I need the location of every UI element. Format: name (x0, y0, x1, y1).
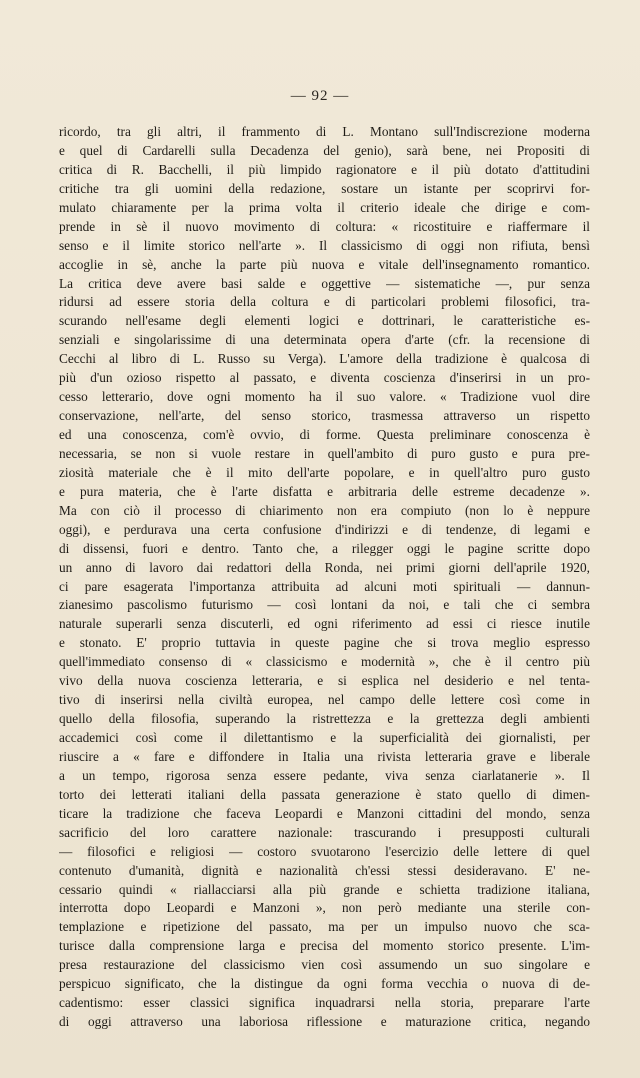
page-number: — 92 — (290, 88, 350, 104)
text-line: scurando nell'esame degli elementi logici e dottrinari, le caratteristiche es- (59, 313, 590, 329)
text-line: ci pare esagerata l'importanza attribuita ad alcuni moti spirituali — dannun- (59, 578, 590, 594)
text-line: mulato chiaramente per la prima volta il criterio ideale che dirige e com- (59, 199, 590, 215)
text-line: cesso letterario, dove ogni momento ha il suo valore. « Tradizione vuol dire (59, 389, 590, 405)
text-line: templazione e ripetizione del passato, ma per un impulso nuovo che sca- (59, 919, 590, 935)
text-line: torto dei letterati italiani della passata generazione è stato quello di dimen- (59, 786, 590, 802)
text-line: contenuto d'umanità, dignità e nazionalità ch'essi stessi desideravano. E' ne- (59, 862, 590, 878)
text-line: critiche tra gli uomini della redazione, sostare un istante per scoprirvi for- (59, 180, 590, 196)
text-line: riuscire a « fare e diffondere in Italia una rivista letteraria grave e liberale (59, 748, 590, 764)
text-line: prende in sè il nuovo movimento di coltura: « ricostituire e riaffermare il (59, 218, 590, 234)
text-line: cadentismo: esser classici significa inquadrarsi nella storia, preparare l'arte (59, 995, 590, 1011)
text-line: necessaria, se non si vuole restare in quell'ambito di puro gusto e pura pre- (59, 445, 590, 461)
text-line: Cecchi al libro di L. Russo su Verga). L'amore della tradizione è qualcosa di (59, 351, 590, 367)
text-line: e pura materia, che è l'arte disfatta e arbitraria delle estreme decadenze ». (59, 483, 590, 499)
text-line: di oggi attraverso una laboriosa riflessione e maturazione critica, negando (59, 1014, 590, 1030)
text-line: quello della filosofia, superando la ristrettezza e la grettezza degli ambienti (59, 711, 590, 727)
text-line: sacrificio del loro carattere nazionale: trascurando i presupposti culturali (59, 824, 590, 840)
text-line: e quel di Cardarelli sulla Decadenza del genio), sarà bene, nei Propositi di (59, 142, 590, 158)
text-line: presa restaurazione del classicismo vien così assumendo un suo singolare e (59, 957, 590, 973)
text-line: ed una conoscenza, com'è ovvio, di forme. Questa preliminare conoscenza è (59, 427, 590, 442)
text-line: senso e il limite storico nell'arte ». Il classicismo di oggi non rifiuta, bensì (59, 237, 590, 253)
text-line: a un tempo, rigorosa senza essere pedante, viva senza ciarlatanerie ». Il (59, 767, 590, 783)
text-line: ticare la tradizione che faceva Leopardi e Manzoni cittadini del mondo, senza (59, 805, 590, 821)
text-line: ridursi ad essere storia della coltura e di particolari problemi filosofici, tra- (59, 294, 590, 310)
text-line: perspicuo significato, che la distingue da ogni forma vecchia o nuova di de- (59, 976, 590, 992)
text-line: — filosofici e religiosi — costoro svuotarono l'esercizio delle lettere di quel (59, 843, 590, 859)
text-line: conservazione, nell'arte, del senso storico, trasmessa attraverso un rispetto (59, 408, 590, 424)
text-line: cessario quindi « riallacciarsi alla più grande e schietta tradizione italiana, (59, 881, 590, 897)
body-text (59, 123, 590, 1032)
text-line: accoglie in sè, anche la parte più nuova e vitale dell'insegnamento romantico. (59, 256, 590, 272)
text-line: zianesimo pascolismo futurismo — così lontani da noi, e tali che ci sembra (59, 597, 590, 613)
text-line: interrotta dopo Leopardi e Manzoni », non però mediante una sterile con- (59, 900, 590, 916)
text-line: tivo di inserirsi nella civiltà europea, nel campo delle lettere così come in (59, 692, 590, 708)
text-line: La critica deve avere basi salde e oggettive — sistematiche —, pur senza (59, 275, 590, 291)
text-line: critica di R. Bacchelli, il più limpido ragionatore e il più dotato d'attitudini (59, 161, 590, 177)
text-line: oggi), e perdurava una certa confusione d'indirizzi e di tendenze, di legami e (59, 521, 590, 537)
text-line: e stonato. E' proprio tuttavia in queste pagine che si trova meglio espresso (59, 635, 590, 651)
text-line: Ma con ciò il processo di chiarimento non era compiuto (non lo è neppure (59, 502, 590, 518)
text-line: di dissensi, fuori e dentro. Tanto che, a rilegger oggi le pagine scritte dopo (59, 540, 590, 556)
text-line: senziali e singolarissime di una determinata opera d'arte (cfr. la recensione di (59, 332, 590, 348)
text-line: ricordo, tra gli altri, il frammento di L. Montano sull'Indiscrezione moderna (59, 124, 590, 139)
text-line: un anno di lavoro dai redattori della Ronda, nei primi giorni dell'aprile 1920, (59, 559, 590, 575)
text-line: più d'un ozioso rispetto al passato, e diventa coscienza d'inserirsi in un pro- (59, 370, 590, 386)
text-line: quell'immediato consenso di « classicismo e modernità », che è il centro più (59, 654, 590, 670)
text-line: vivo della nuova coscienza letteraria, e si esplica nel desiderio e nel tenta- (59, 673, 590, 689)
text-line: turisce dalla comprensione larga e precisa del momento storico presente. L'im- (59, 938, 590, 954)
text-line: accademici così come il dilettantismo e la superficialità dei giornalisti, per (59, 730, 590, 745)
text-line: ziosità materiale che è il mito dell'arte popolare, e in quell'altro puro gusto (59, 464, 590, 480)
text-line: naturale superarli senza discuterli, ed ogni riferimento ad essi ci riesce inutile (59, 616, 590, 632)
